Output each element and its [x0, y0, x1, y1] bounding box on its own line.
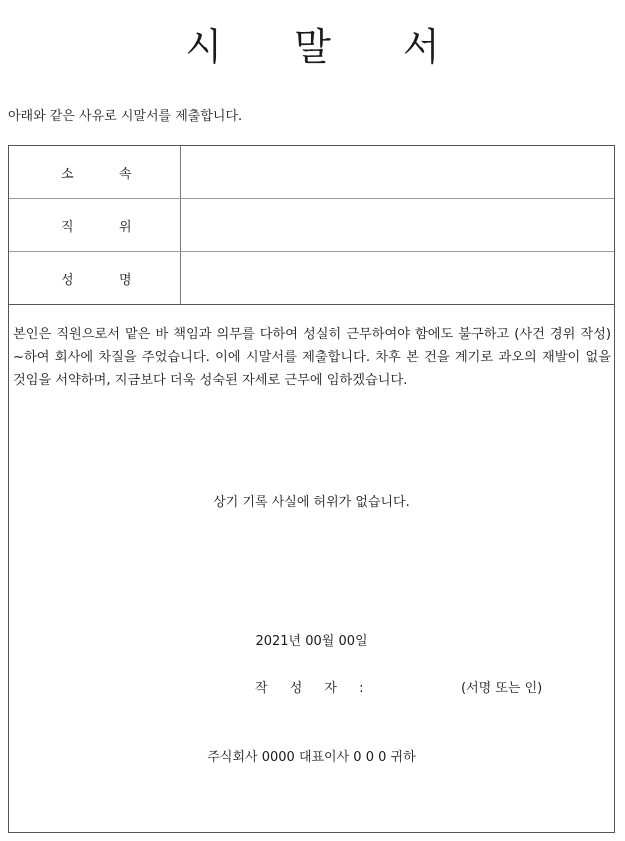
signature-note: (서명 또는 인)	[461, 681, 543, 696]
info-label-position	[9, 199, 181, 251]
document-frame	[8, 145, 615, 833]
addressee: 주식회사 0000 대표이사 0 0 0 귀하	[207, 750, 416, 765]
info-row-department	[9, 146, 614, 199]
label-char: 속	[119, 167, 132, 182]
document-date: 2021년 00월 00일	[255, 634, 368, 649]
info-row-name	[9, 252, 614, 305]
label-char: 직	[61, 220, 74, 235]
label-char: 성	[61, 273, 74, 288]
incident-description[interactable]: 본인은 직원으로서 맡은 바 책임과 의무를 다하여 성실히 근무하여야 함에도 불구하고 (사건 경위 작성) ~하여 회사에 차질을 주었습니다. 이에 시말서를 제출합니다. 차후 본 건을 계기로 과오의 재발이 없을 것임을 서약하며, 지금보다 더욱 성숙된 자세로 근무에 임하겠습니다.	[13, 327, 611, 388]
label-char: 명	[119, 273, 132, 288]
position-field[interactable]	[182, 199, 614, 251]
label-char: 소	[61, 167, 74, 182]
truth-statement: 상기 기록 사실에 허위가 없습니다.	[213, 495, 410, 510]
writer-name-field[interactable]	[349, 677, 449, 695]
info-row-position	[9, 199, 614, 252]
label-char: 위	[119, 220, 132, 235]
name-field[interactable]	[182, 252, 614, 304]
writer-label: 작 성 자 :	[255, 681, 373, 696]
department-field[interactable]	[182, 146, 614, 198]
intro-text: 아래와 같은 사유로 시말서를 제출합니다.	[8, 109, 243, 124]
info-label-department	[9, 146, 181, 198]
document-title: 시 말 서	[185, 25, 470, 69]
info-label-name	[9, 252, 181, 304]
